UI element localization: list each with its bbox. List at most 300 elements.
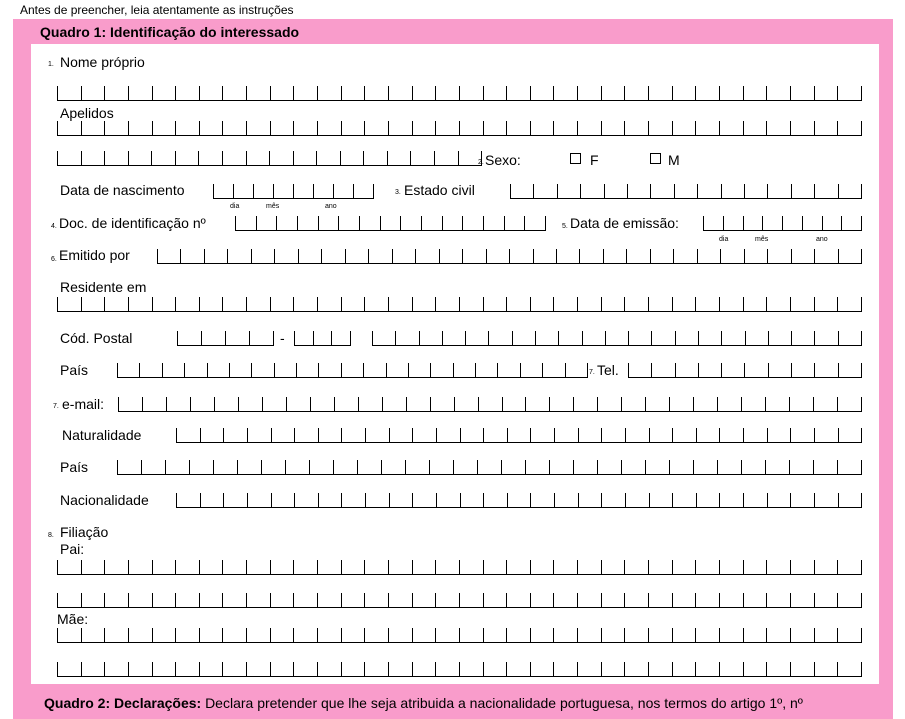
char-cell[interactable] [314,331,333,345]
char-cell[interactable] [484,216,505,230]
char-cell[interactable] [578,593,602,607]
char-cell[interactable] [58,560,82,574]
char-cell[interactable] [389,593,413,607]
char-cell[interactable] [555,428,579,442]
char-cell[interactable] [437,428,461,442]
char-cell[interactable] [294,560,318,574]
char-cell[interactable] [531,297,555,311]
char-cell[interactable] [815,560,839,574]
char-cell[interactable] [318,662,342,676]
char-cell[interactable] [696,662,720,676]
char-cell[interactable] [507,121,531,135]
char-cell[interactable] [498,363,520,377]
char-cell[interactable] [294,151,318,165]
char-cell[interactable] [129,628,153,642]
char-cell[interactable] [413,121,437,135]
char-cell[interactable] [153,297,177,311]
char-cell[interactable] [673,297,697,311]
char-cell[interactable] [525,216,546,230]
char-cell[interactable] [105,560,129,574]
char-cell[interactable] [792,331,815,345]
char-cell[interactable] [199,151,223,165]
char-cell[interactable] [342,121,366,135]
char-cell[interactable] [767,560,791,574]
char-cell[interactable] [389,121,413,135]
char-cell[interactable] [697,428,721,442]
char-cell[interactable] [396,331,419,345]
char-cell[interactable] [531,560,555,574]
char-cell[interactable] [416,249,439,263]
char-cell[interactable] [534,184,557,198]
char-cell[interactable] [247,662,271,676]
char-cell[interactable] [720,628,744,642]
char-cell[interactable] [223,297,247,311]
char-cell[interactable] [153,662,177,676]
char-cell[interactable] [566,363,588,377]
char-cell[interactable] [342,363,364,377]
char-cell[interactable] [176,560,200,574]
char-cell[interactable] [310,460,334,474]
char-cell[interactable] [401,216,422,230]
char-cell[interactable] [602,560,626,574]
char-cell[interactable] [646,397,670,411]
char-cell[interactable] [294,184,314,198]
char-cell[interactable] [815,628,839,642]
char-cell[interactable] [578,628,602,642]
char-cell[interactable] [649,628,673,642]
char-cell[interactable] [435,151,459,165]
char-cell[interactable] [791,297,815,311]
char-cell[interactable] [443,331,466,345]
char-cell[interactable] [823,216,843,230]
char-cell[interactable] [335,397,359,411]
char-cell[interactable] [129,121,153,135]
char-cell[interactable] [511,184,534,198]
char-cell[interactable] [815,363,838,377]
char-cell[interactable] [105,86,129,100]
char-cell[interactable] [294,297,318,311]
char-cell[interactable] [294,86,318,100]
char-cell[interactable] [513,331,536,345]
char-cell[interactable] [247,86,271,100]
char-cell[interactable] [815,428,839,442]
char-cell[interactable] [744,121,768,135]
char-cell[interactable] [815,297,839,311]
char-cell[interactable] [82,121,106,135]
char-cell[interactable] [484,297,508,311]
char-cell[interactable] [555,493,579,507]
char-cell[interactable] [152,151,176,165]
char-cell[interactable] [507,662,531,676]
char-cell[interactable] [381,216,402,230]
char-cell[interactable] [389,662,413,676]
char-cell[interactable] [625,297,649,311]
char-cell[interactable] [359,397,383,411]
char-cell[interactable] [769,331,792,345]
char-cell[interactable] [838,628,862,642]
char-cell[interactable] [463,216,484,230]
char-cell[interactable] [167,397,191,411]
char-cell[interactable] [205,249,228,263]
char-cell[interactable] [838,297,862,311]
char-cell[interactable] [275,363,297,377]
doc-identificacao-input[interactable] [235,216,546,231]
pai-input-line1[interactable] [57,560,862,575]
char-cell[interactable] [190,460,214,474]
char-cell[interactable] [554,86,578,100]
char-cell[interactable] [387,363,409,377]
char-cell[interactable] [652,363,675,377]
char-cell[interactable] [318,121,342,135]
char-cell[interactable] [342,297,366,311]
char-cell[interactable] [318,297,342,311]
char-cell[interactable] [153,628,177,642]
char-cell[interactable] [744,560,768,574]
email-input[interactable] [118,397,862,412]
char-cell[interactable] [489,331,512,345]
char-cell[interactable] [342,493,366,507]
char-cell[interactable] [744,428,768,442]
char-cell[interactable] [176,86,200,100]
char-cell[interactable] [791,628,815,642]
apelidos-input-line2[interactable] [57,151,482,166]
char-cell[interactable] [58,628,82,642]
char-cell[interactable] [484,428,508,442]
char-cell[interactable] [507,297,531,311]
char-cell[interactable] [177,493,201,507]
char-cell[interactable] [365,593,389,607]
mae-input-line1[interactable] [57,628,862,643]
char-cell[interactable] [554,297,578,311]
char-cell[interactable] [318,560,342,574]
char-cell[interactable] [742,460,766,474]
char-cell[interactable] [436,662,460,676]
char-cell[interactable] [263,397,287,411]
char-cell[interactable] [58,151,82,165]
nome-proprio-input[interactable] [57,86,862,101]
char-cell[interactable] [742,397,766,411]
char-cell[interactable] [790,397,814,411]
char-cell[interactable] [295,493,319,507]
char-cell[interactable] [365,297,389,311]
char-cell[interactable] [322,249,345,263]
char-cell[interactable] [650,428,674,442]
char-cell[interactable] [673,560,697,574]
char-cell[interactable] [744,662,768,676]
char-cell[interactable] [815,249,838,263]
char-cell[interactable] [460,560,484,574]
char-cell[interactable] [674,249,697,263]
char-cell[interactable] [254,184,274,198]
char-cell[interactable] [673,121,697,135]
char-cell[interactable] [271,662,295,676]
char-cell[interactable] [559,331,582,345]
char-cell[interactable] [602,86,626,100]
char-cell[interactable] [838,397,862,411]
char-cell[interactable] [176,121,200,135]
char-cell[interactable] [252,363,274,377]
char-cell[interactable] [455,397,479,411]
char-cell[interactable] [649,662,673,676]
char-cell[interactable] [436,593,460,607]
char-cell[interactable] [129,151,153,165]
char-cell[interactable] [629,331,652,345]
char-cell[interactable] [838,560,862,574]
char-cell[interactable] [466,331,489,345]
char-cell[interactable] [215,397,239,411]
char-cell[interactable] [294,662,318,676]
char-cell[interactable] [583,331,606,345]
char-cell[interactable] [420,331,443,345]
char-cell[interactable] [334,184,354,198]
char-cell[interactable] [694,460,718,474]
char-cell[interactable] [521,363,543,377]
char-cell[interactable] [574,460,598,474]
char-cell[interactable] [838,662,862,676]
char-cell[interactable] [239,397,263,411]
char-cell[interactable] [158,249,181,263]
char-cell[interactable] [720,297,744,311]
char-cell[interactable] [271,628,295,642]
char-cell[interactable] [815,493,839,507]
char-cell[interactable] [82,593,106,607]
char-cell[interactable] [460,297,484,311]
char-cell[interactable] [390,428,414,442]
char-cell[interactable] [745,184,768,198]
char-cell[interactable] [390,493,414,507]
localidade-input[interactable] [372,331,862,346]
char-cell[interactable] [364,151,388,165]
char-cell[interactable] [507,593,531,607]
char-cell[interactable] [815,662,839,676]
char-cell[interactable] [58,297,82,311]
char-cell[interactable] [413,297,437,311]
char-cell[interactable] [413,560,437,574]
char-cell[interactable] [605,184,628,198]
char-cell[interactable] [436,86,460,100]
data-nascimento-input[interactable] [213,184,374,199]
char-cell[interactable] [257,216,278,230]
char-cell[interactable] [342,428,366,442]
char-cell[interactable] [223,86,247,100]
char-cell[interactable] [625,662,649,676]
tel-input[interactable] [628,363,862,378]
char-cell[interactable] [230,363,252,377]
char-cell[interactable] [792,363,815,377]
char-cell[interactable] [223,628,247,642]
char-cell[interactable] [129,593,153,607]
char-cell[interactable] [606,331,629,345]
char-cell[interactable] [105,121,129,135]
char-cell[interactable] [314,184,334,198]
char-cell[interactable] [838,460,862,474]
char-cell[interactable] [202,331,226,345]
char-cell[interactable] [531,121,555,135]
char-cell[interactable] [431,397,455,411]
char-cell[interactable] [129,662,153,676]
char-cell[interactable] [484,121,508,135]
char-cell[interactable] [248,428,272,442]
char-cell[interactable] [625,121,649,135]
char-cell[interactable] [815,331,838,345]
char-cell[interactable] [287,397,311,411]
char-cell[interactable] [554,560,578,574]
char-cell[interactable] [299,249,322,263]
char-cell[interactable] [247,593,271,607]
char-cell[interactable] [581,184,604,198]
char-cell[interactable] [82,628,106,642]
nacionalidade-input[interactable] [176,493,862,508]
char-cell[interactable] [274,184,294,198]
char-cell[interactable] [431,363,453,377]
char-cell[interactable] [346,249,369,263]
char-cell[interactable] [839,363,862,377]
char-cell[interactable] [294,628,318,642]
char-cell[interactable] [554,628,578,642]
char-cell[interactable] [460,662,484,676]
char-cell[interactable] [625,593,649,607]
char-cell[interactable] [696,560,720,574]
char-cell[interactable] [58,593,82,607]
char-cell[interactable] [670,397,694,411]
char-cell[interactable] [649,86,673,100]
char-cell[interactable] [413,662,437,676]
char-cell[interactable] [201,493,225,507]
char-cell[interactable] [745,249,768,263]
char-cell[interactable] [526,460,550,474]
char-cell[interactable] [176,297,200,311]
char-cell[interactable] [767,297,791,311]
char-cell[interactable] [839,493,863,507]
char-cell[interactable] [622,460,646,474]
char-cell[interactable] [318,593,342,607]
char-cell[interactable] [463,249,486,263]
char-cell[interactable] [413,628,437,642]
char-cell[interactable] [319,493,343,507]
char-cell[interactable] [176,628,200,642]
char-cell[interactable] [768,428,792,442]
char-cell[interactable] [294,593,318,607]
char-cell[interactable] [791,121,815,135]
char-cell[interactable] [332,331,351,345]
char-cell[interactable] [839,249,862,263]
char-cell[interactable] [534,249,557,263]
char-cell[interactable] [223,151,247,165]
char-cell[interactable] [383,397,407,411]
char-cell[interactable] [814,460,838,474]
char-cell[interactable] [153,593,177,607]
char-cell[interactable] [238,460,262,474]
char-cell[interactable] [720,493,744,507]
char-cell[interactable] [411,151,435,165]
mae-input-line2[interactable] [57,662,862,677]
char-cell[interactable] [720,86,744,100]
char-cell[interactable] [502,460,526,474]
char-cell[interactable] [436,628,460,642]
char-cell[interactable] [696,628,720,642]
char-cell[interactable] [105,593,129,607]
char-cell[interactable] [214,460,238,474]
char-cell[interactable] [484,493,508,507]
char-cell[interactable] [223,560,247,574]
char-cell[interactable] [722,331,745,345]
char-cell[interactable] [722,363,745,377]
char-cell[interactable] [604,249,627,263]
char-cell[interactable] [543,363,565,377]
char-cell[interactable] [579,493,603,507]
char-cell[interactable] [536,331,559,345]
char-cell[interactable] [142,460,166,474]
char-cell[interactable] [272,493,296,507]
char-cell[interactable] [250,331,274,345]
char-cell[interactable] [578,560,602,574]
char-cell[interactable] [510,249,533,263]
char-cell[interactable] [550,397,574,411]
sexo-m-checkbox[interactable] [650,153,661,164]
char-cell[interactable] [766,460,790,474]
char-cell[interactable] [767,593,791,607]
char-cell[interactable] [153,121,177,135]
char-cell[interactable] [815,121,839,135]
char-cell[interactable] [842,216,862,230]
char-cell[interactable] [409,363,431,377]
char-cell[interactable] [651,249,674,263]
char-cell[interactable] [720,593,744,607]
char-cell[interactable] [118,460,142,474]
char-cell[interactable] [554,593,578,607]
char-cell[interactable] [699,331,722,345]
char-cell[interactable] [673,593,697,607]
char-cell[interactable] [334,460,358,474]
char-cell[interactable] [388,151,412,165]
char-cell[interactable] [166,460,190,474]
char-cell[interactable] [763,216,783,230]
char-cell[interactable] [790,460,814,474]
emitido-por-input[interactable] [157,249,862,264]
char-cell[interactable] [622,397,646,411]
char-cell[interactable] [226,331,250,345]
naturalidade-input[interactable] [176,428,862,443]
char-cell[interactable] [389,628,413,642]
char-cell[interactable] [720,662,744,676]
char-cell[interactable] [484,628,508,642]
char-cell[interactable] [224,493,248,507]
char-cell[interactable] [629,363,652,377]
pais-naturalidade-input[interactable] [117,460,862,475]
char-cell[interactable] [369,249,392,263]
char-cell[interactable] [720,428,744,442]
char-cell[interactable] [673,628,697,642]
char-cell[interactable] [271,297,295,311]
char-cell[interactable] [744,216,764,230]
char-cell[interactable] [602,428,626,442]
char-cell[interactable] [105,151,129,165]
char-cell[interactable] [697,493,721,507]
char-cell[interactable] [651,184,674,198]
char-cell[interactable] [271,560,295,574]
char-cell[interactable] [275,249,298,263]
char-cell[interactable] [550,460,574,474]
char-cell[interactable] [839,428,863,442]
char-cell[interactable] [627,249,650,263]
char-cell[interactable] [838,86,862,100]
char-cell[interactable] [295,331,314,345]
char-cell[interactable] [769,363,792,377]
char-cell[interactable] [358,460,382,474]
char-cell[interactable] [440,249,463,263]
char-cell[interactable] [82,297,106,311]
char-cell[interactable] [208,363,230,377]
